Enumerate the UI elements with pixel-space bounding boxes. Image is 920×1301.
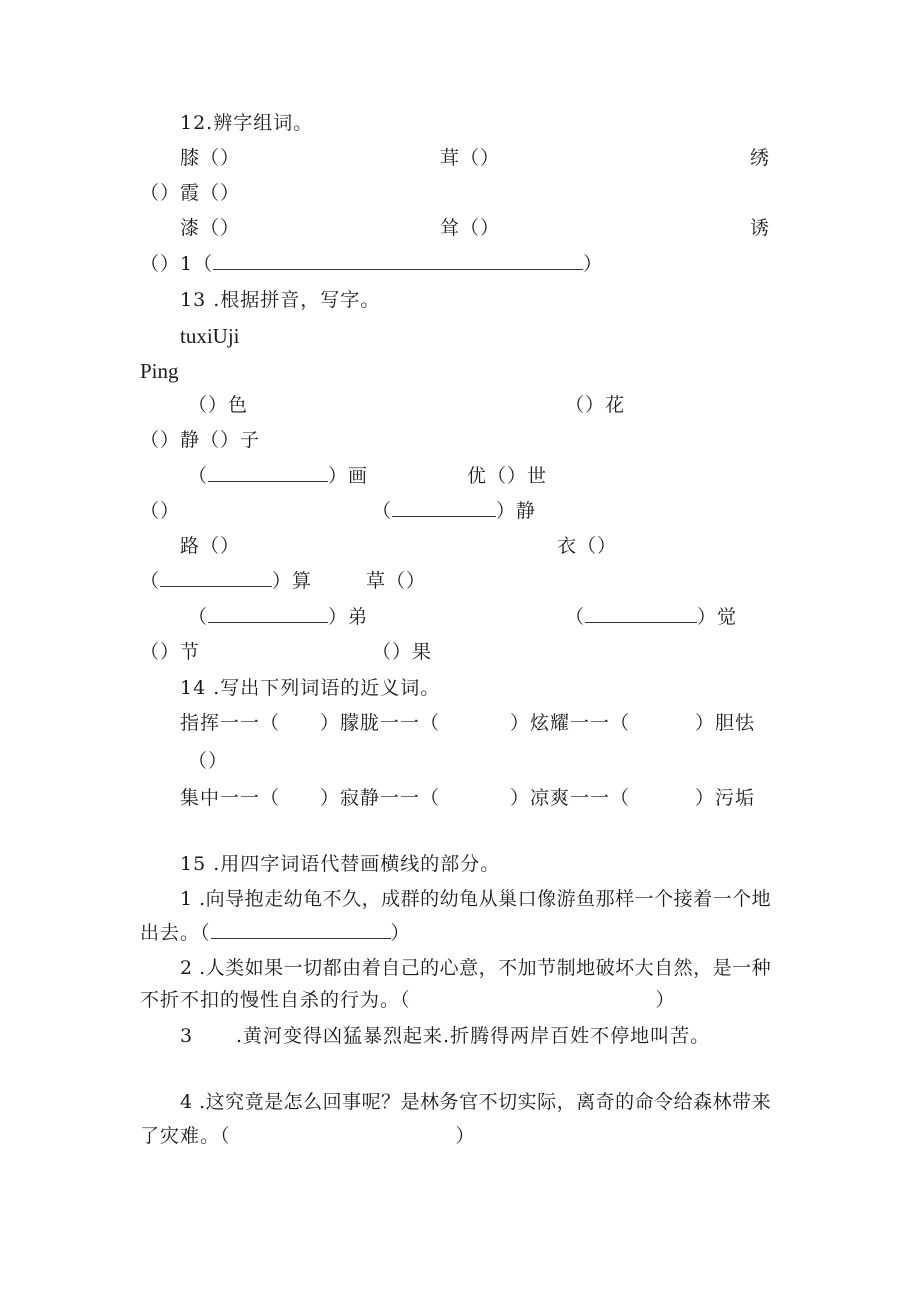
answer-blank[interactable]	[392, 499, 496, 517]
q13-title: 13 .根据拼音，写字。	[180, 289, 381, 311]
q12-item-xi: 膝（）	[180, 147, 241, 169]
q12-item-rong: 茸（）	[440, 147, 501, 169]
q13-item-guo: （）果	[372, 641, 433, 663]
q13-item-yi: 衣（）	[557, 535, 618, 557]
q12-item-song: 耸（）	[440, 217, 501, 239]
q15-sentence1-line1: 1 .向导抱走幼龟不久，成群的幼龟从巢口像游鱼那样一个接着一个地	[180, 888, 772, 910]
q15-sentence3: .黄河变得凶猛暴烈起来.折腾得两岸百姓不停地叫苦。	[236, 1025, 711, 1047]
q14-row1-col3: ）炫耀一一（	[510, 712, 631, 734]
q13-item-hua-painting: （ ）画	[188, 465, 369, 487]
q14-row1-col2: ）朦胧一一（	[320, 712, 441, 734]
q14-title: 14 .写出下列词语的近义词。	[180, 677, 441, 699]
q15-sentence2-line1: 2 .人类如果一切都由着自己的心意，不加节制地破坏大自然，是一种	[180, 957, 772, 979]
q12-row4-suffix: ）	[583, 253, 604, 275]
q14-row1-col1: 指挥一一（	[180, 712, 281, 734]
q14-row3-col1: 集中一一（	[180, 787, 281, 809]
q14-row1-col4: ）胆怯	[695, 712, 756, 734]
q14-row3-col2: ）寂静一一（	[320, 787, 441, 809]
q14-row3-col3: ）凉爽一一（	[510, 787, 631, 809]
q13-item-suan: （ ）算	[140, 570, 313, 592]
q15-title: 15 .用四字词语代替画横线的部分。	[180, 853, 501, 875]
q13-item-lu: 路（）	[180, 535, 241, 557]
q13-item-shi: 优（）世	[467, 465, 548, 487]
answer-blank[interactable]	[213, 252, 583, 270]
q15-sentence1-line2: 出去。（ ）	[140, 922, 411, 944]
q12-title: 12.辨字组词。	[180, 112, 314, 134]
q14-row2: （）	[188, 750, 229, 772]
q15-sentence4-line1: 4 .这究竟是怎么回事呢？是林务官不切实际，离奇的命令给森林带来	[180, 1091, 772, 1113]
q13-item-di: （ ）弟	[188, 606, 369, 628]
q12-row4-prefix: （）1（	[140, 253, 214, 275]
q13-item-jing: （ ）静	[372, 500, 537, 522]
q13-item-empty: （）	[140, 500, 181, 522]
q14-row3-col4: ）污垢	[695, 787, 756, 809]
q13-item-jie: （）节	[140, 641, 201, 663]
q12-item-qi: 漆（）	[180, 217, 241, 239]
q13-item-se: （）色	[188, 394, 249, 416]
answer-blank[interactable]	[208, 464, 328, 482]
q13-item-cao: 草（）	[366, 570, 427, 592]
q12-item-xiu: 绣	[750, 147, 771, 169]
answer-blank[interactable]	[160, 569, 272, 587]
q15-sentence4-line2: 了灾难。（ ）	[140, 1125, 476, 1147]
q13-pinyin-line1: tuxiUji	[180, 324, 240, 348]
q13-item-jing-zi: （）静（）子	[140, 429, 261, 451]
q15-sentence3-number: 3	[180, 1025, 194, 1047]
q13-item-jue: （ ）觉	[565, 606, 738, 628]
q12-item-you: 诱	[750, 217, 771, 239]
q12-row4	[140, 252, 603, 276]
q12-item-xia: （）霞（）	[140, 182, 241, 204]
answer-blank[interactable]	[211, 921, 391, 939]
q13-item-hua: （）花	[565, 394, 626, 416]
answer-blank[interactable]	[585, 605, 697, 623]
q15-sentence2-line2: 不折不扣的慢性自杀的行为。（ ）	[140, 989, 676, 1011]
q13-pinyin-line2: Ping	[140, 359, 179, 383]
answer-blank[interactable]	[208, 605, 328, 623]
